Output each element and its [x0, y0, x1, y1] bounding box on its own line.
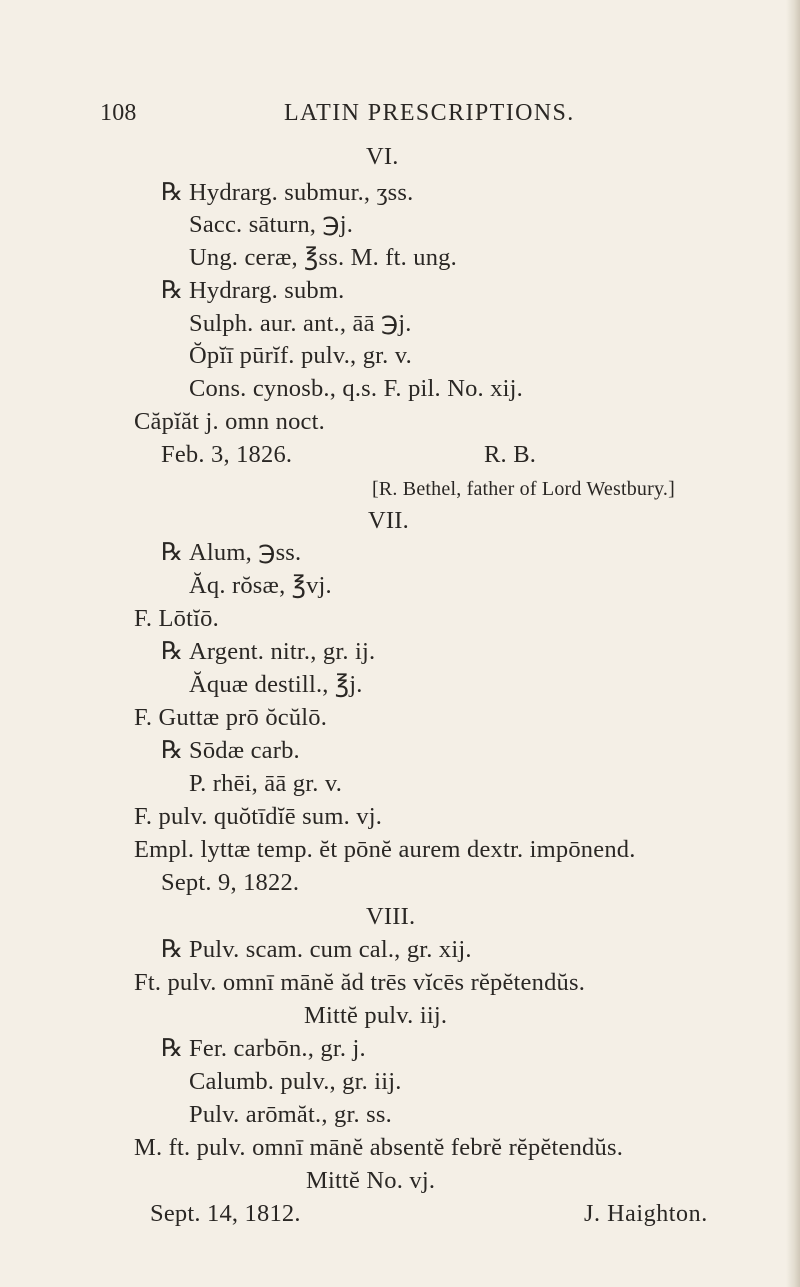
prescription-line: Cons. cynosb., q.s. F. pil. No. xij. — [189, 375, 523, 402]
prescription-line: ℞ Pulv. scam. cum cal., gr. xij. — [161, 936, 472, 963]
prescription-line: ℞ Alum, ℈ss. — [161, 539, 302, 566]
recipe-symbol: ℞ — [161, 277, 184, 304]
section-vii-heading: VII. — [368, 507, 409, 534]
recipe-symbol: ℞ — [161, 936, 184, 963]
prescription-line: Calumb. pulv., gr. iij. — [189, 1068, 402, 1095]
recipe-symbol: ℞ — [161, 179, 184, 206]
prescriber-signature: J. Haighton. — [584, 1201, 708, 1227]
prescription-line: ℞ Fer. carbōn., gr. j. — [161, 1035, 366, 1062]
directions-line: F. pulv. quŏtīdĭē sum. vj. — [134, 803, 383, 830]
directions-line: F. Lōtĭō. — [134, 605, 219, 632]
prescription-line: Sulph. aur. ant., āā ℈j. — [189, 310, 412, 337]
recipe-symbol: ℞ — [161, 638, 184, 665]
directions-line: Ft. pulv. omnī mānĕ ăd trēs vĭcēs rĕpĕtendŭs. — [134, 969, 586, 996]
prescription-line: Ăquæ destill., ℥j. — [189, 671, 363, 698]
recipe-symbol: ℞ — [161, 539, 184, 566]
recipe-symbol: ℞ — [161, 1035, 184, 1062]
prescription-line: ℞ Argent. nitr., gr. ij. — [161, 638, 376, 665]
page-edge-shadow — [786, 0, 800, 1287]
dispense-line: Mittĕ pulv. iij. — [304, 1002, 448, 1029]
prescriber-initials: R. B. — [484, 441, 537, 468]
directions-line: Empl. lyttæ temp. ĕt pōnĕ aurem dextr. impōnend. — [134, 836, 636, 863]
recipe-symbol: ℞ — [161, 737, 184, 764]
prescription-line: Sacc. sāturn, ℈j. — [189, 211, 354, 238]
prescription-date: Feb. 3, 1826. — [161, 441, 293, 468]
running-title: LATIN PRESCRIPTIONS. — [284, 100, 575, 126]
section-viii-heading: VIII. — [366, 903, 416, 930]
prescription-line: Ŏpĭī pūrĭf. pulv., gr. v. — [189, 342, 412, 369]
prescription-line: Ăq. rŏsæ, ℥vj. — [189, 572, 332, 599]
directions-line: M. ft. pulv. omnī mānĕ absentĕ febrĕ rĕpĕtendŭs. — [134, 1134, 624, 1161]
prescription-line: ℞ Sōdæ carb. — [161, 737, 300, 764]
prescription-line: ℞ Hydrarg. subm. — [161, 277, 345, 304]
directions-line: Căpĭăt j. omn noct. — [134, 408, 325, 435]
page-number: 108 — [100, 100, 137, 126]
directions-line: F. Guttæ prō ŏcŭlō. — [134, 704, 328, 731]
prescription-date: Sept. 14, 1812. — [150, 1200, 301, 1227]
prescription-line: ℞ Hydrarg. submur., ʒss. — [161, 179, 414, 206]
prescriber-note: [R. Bethel, father of Lord Westbury.] — [372, 478, 675, 500]
prescription-date: Sept. 9, 1822. — [161, 869, 300, 896]
dispense-line: Mittĕ No. vj. — [306, 1167, 436, 1194]
section-vi-heading: VI. — [366, 143, 399, 170]
prescription-line: P. rhēi, āā gr. v. — [189, 770, 343, 797]
prescription-line: Ung. ceræ, ℥ss. M. ft. ung. — [189, 244, 457, 271]
prescription-line: Pulv. arōmăt., gr. ss. — [189, 1101, 392, 1128]
